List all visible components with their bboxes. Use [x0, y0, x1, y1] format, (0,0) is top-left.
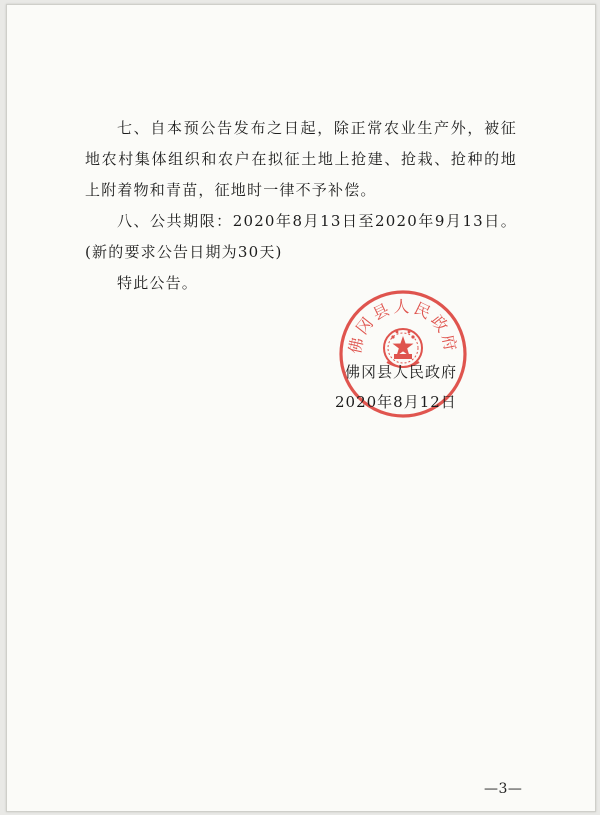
issuing-authority: 佛冈县人民政府: [345, 363, 458, 381]
paragraph-compensation-clause: 七、自本预公告发布之日起，除正常农业生产外，被征地农村集体组织和农户在拟征土地上抢建、抢栽、抢种的地上附着物和青苗，征地时一律不予补偿。: [85, 119, 517, 199]
paragraph-notice-period: 八、公共期限：2020年8月13日至2020年9月13日。(新的要求公告日期为30天): [85, 212, 517, 261]
signature-block: [335, 357, 457, 417]
document-body: [85, 113, 517, 299]
paragraph-closing: 特此公告。: [117, 274, 199, 292]
seal-arc-text: 佛冈县人民政府: [345, 297, 461, 356]
issue-date: 2020年8月12日: [335, 393, 457, 411]
document-page: [6, 4, 596, 812]
page-number: —3—: [484, 781, 523, 797]
